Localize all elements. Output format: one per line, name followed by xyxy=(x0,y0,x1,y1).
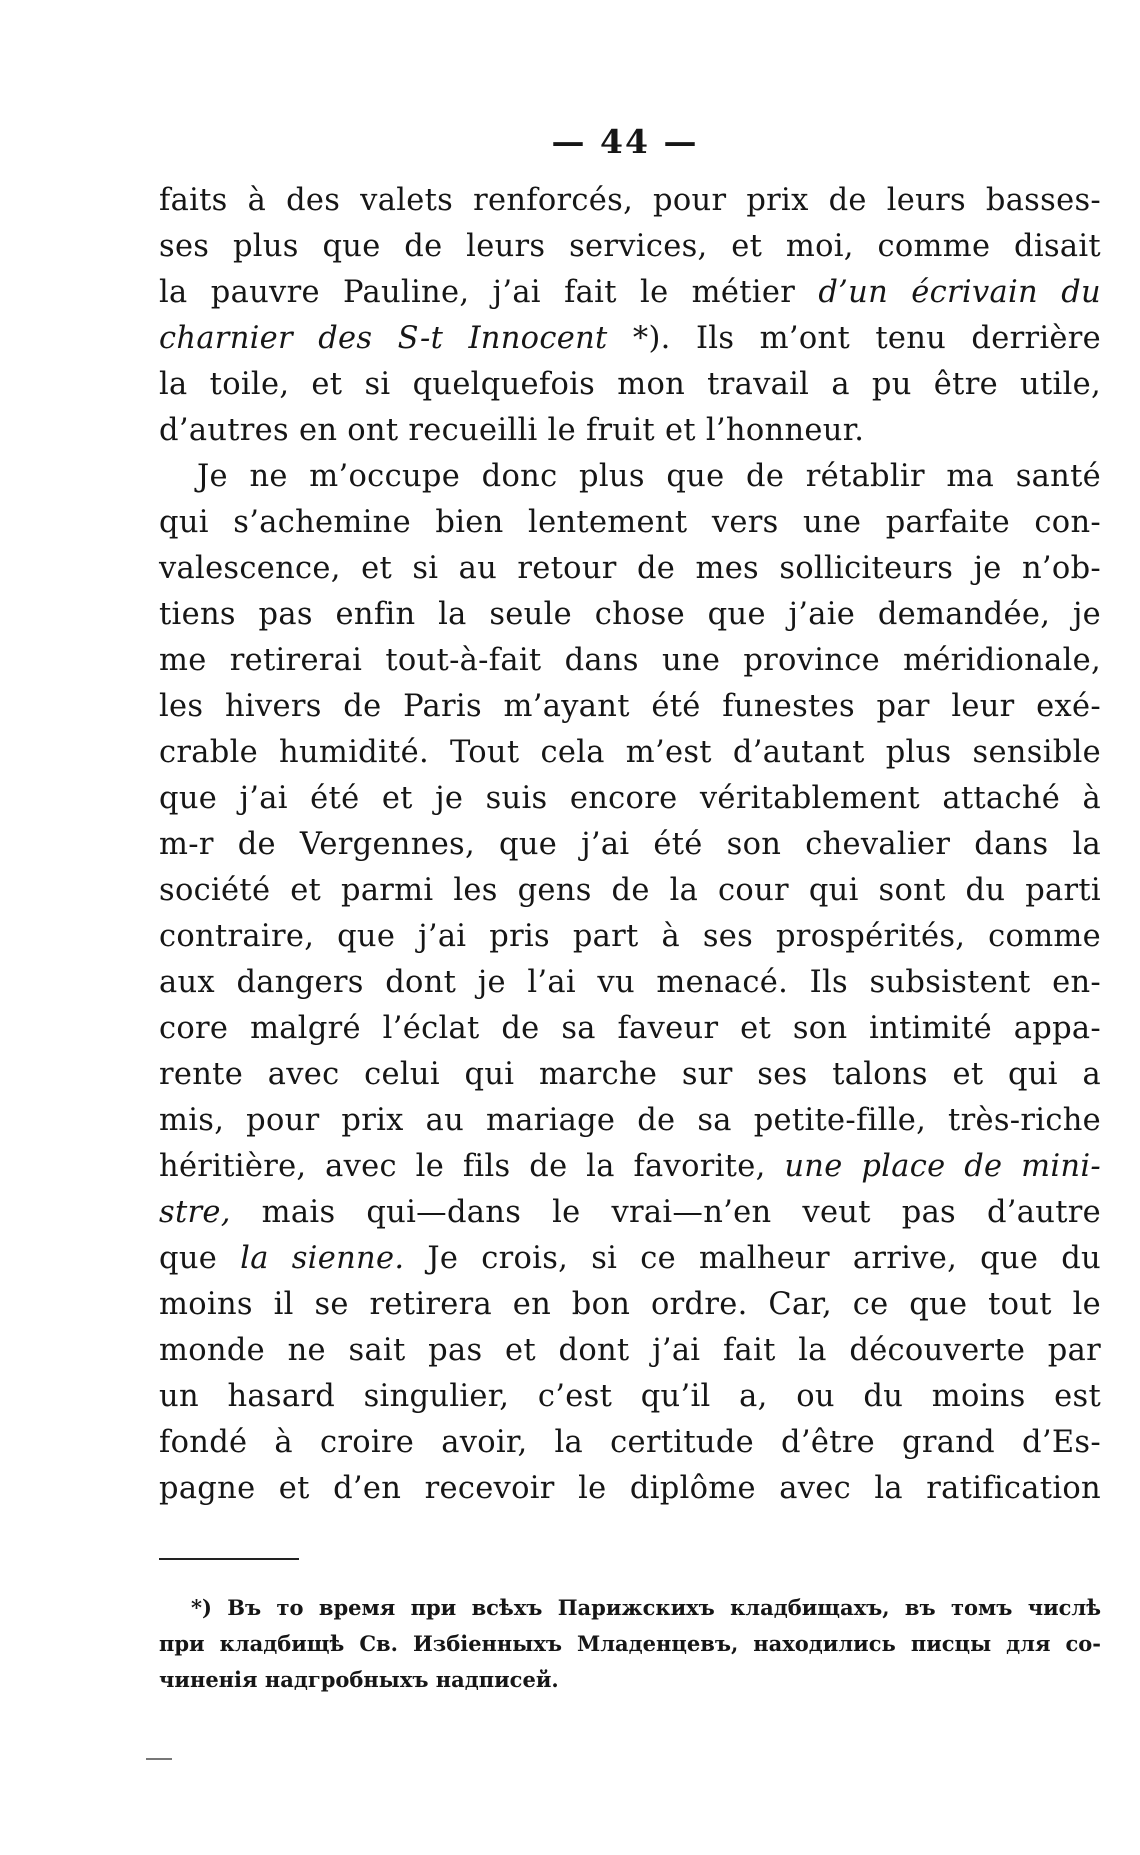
body-line: faits à des valets renforcés, pour prix de leurs basses- xyxy=(159,183,1101,218)
body-line: crable humidité. Tout cela m’est d’autant plus sensible xyxy=(159,735,1101,770)
body-line xyxy=(159,1144,1101,1190)
body-line: rente avec celui qui marche sur ses talons et qui a xyxy=(159,1057,1101,1092)
body-line: la toile, et si quelquefois mon travail a pu être utile, xyxy=(159,367,1101,402)
footnote-line: при кладбищѣ Св. Избіенныхъ Младенцевъ, находились писцы для со- xyxy=(159,1631,1101,1656)
body-italic-text: charnier des S-t Innocent xyxy=(159,321,608,356)
body-line: contraire, que j’ai pris part à ses prospérités, comme xyxy=(159,919,1101,954)
body-line: aux dangers dont je l’ai vu menacé. Ils subsistent en- xyxy=(159,965,1101,1000)
body-line: m-r de Vergennes, que j’ai été son chevalier dans la xyxy=(159,827,1101,862)
body-line: qui s’achemine bien lentement vers une parfaite con- xyxy=(159,505,1101,540)
body-line: société et parmi les gens de la cour qui sont du parti xyxy=(159,873,1101,908)
body-line: mis, pour prix au mariage de sa petite-fille, très-riche xyxy=(159,1103,1101,1138)
body-text: mais qui—dans le vrai—n’en veut pas d’autre xyxy=(230,1195,1101,1230)
body-line: me retirerai tout-à-fait dans une province méridionale, xyxy=(159,643,1101,678)
body-text: la pauvre Pauline, j’ai fait le métier xyxy=(159,275,819,310)
footnote-line: чиненія надгробныхъ надписей. xyxy=(159,1667,559,1692)
body-text: héritière, avec le fils de la favorite, xyxy=(159,1149,785,1184)
body-line: pagne et d’en recevoir le diplôme avec la ratification xyxy=(159,1471,1101,1506)
body-text: Je crois, si ce malheur arrive, que du xyxy=(404,1241,1101,1276)
body-text xyxy=(159,178,1101,1512)
body-italic-text: une place de mini- xyxy=(784,1149,1102,1184)
body-line: d’autres en ont recueilli le fruit et l’honneur. xyxy=(159,413,865,448)
body-italic-text: stre, xyxy=(159,1195,231,1230)
body-line: que j’ai été et je suis encore véritablement attaché à xyxy=(159,781,1101,816)
body-line xyxy=(159,1236,1101,1282)
body-text: *). Ils m’ont tenu derrière xyxy=(607,321,1101,356)
body-line xyxy=(159,1190,1101,1236)
body-line: tiens pas enfin la seule chose que j’aie demandée, je xyxy=(159,597,1101,632)
body-line: fondé à croire avoir, la certitude d’être grand d’Es- xyxy=(159,1425,1101,1460)
body-line: monde ne sait pas et dont j’ai fait la découverte par xyxy=(159,1333,1101,1368)
body-line: les hivers de Paris m’ayant été funestes par leur exé- xyxy=(159,689,1101,724)
body-line: Je ne m’occupe donc plus que de rétablir ma santé xyxy=(197,459,1101,494)
body-line xyxy=(159,270,1101,316)
footnote xyxy=(159,1590,1101,1698)
body-line: valescence, et si au retour de mes solliciteurs je n’ob- xyxy=(159,551,1101,586)
body-line: ses plus que de leurs services, et moi, comme disait xyxy=(159,229,1101,264)
page-number: — 44 — xyxy=(551,122,699,161)
body-line: moins il se retirera en bon ordre. Car, ce que tout le xyxy=(159,1287,1101,1322)
footnote-line: *) Въ то время при всѣхъ Парижскихъ кладбищахъ, въ томъ числѣ xyxy=(191,1595,1101,1620)
body-line: un hasard singulier, c’est qu’il a, ou du moins est xyxy=(159,1379,1101,1414)
page-mark xyxy=(146,1758,172,1760)
body-line xyxy=(159,316,1101,362)
footnote-divider xyxy=(159,1558,299,1560)
body-line: core malgré l’éclat de sa faveur et son intimité appa- xyxy=(159,1011,1101,1046)
body-italic-text: la sienne. xyxy=(240,1241,405,1276)
body-italic-text: d’un écrivain du xyxy=(818,275,1101,310)
body-text: que xyxy=(159,1241,241,1276)
